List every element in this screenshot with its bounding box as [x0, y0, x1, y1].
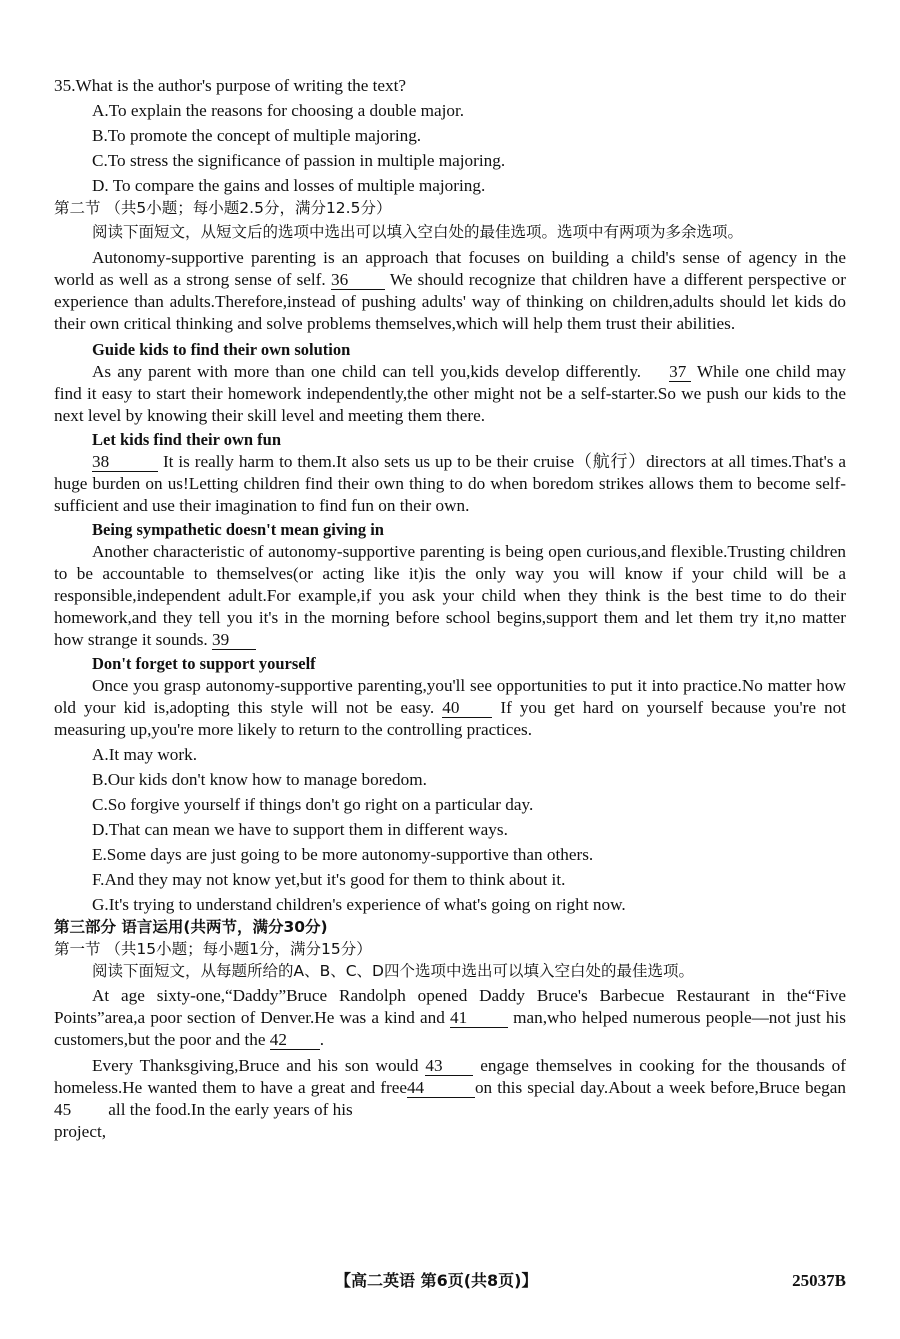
- option-b: B.Our kids don't know how to manage boredom.: [92, 770, 427, 789]
- paragraph-text: We should recognize that children have a different perspective or experience than adults.Therefore,instead of pushing adults' way of thinking on children,adults should let kids do their own critical thinking and solve problems themselves,which will help them trust their abilities.: [54, 270, 846, 333]
- page-content: [54, 75, 846, 1143]
- paragraph-text: Every Thanksgiving,Bruce and his son would: [92, 1056, 426, 1075]
- paragraph-text: While one child may find it easy to start their homework independently,the other might not be a self-starter.So we push our kids to the next level by knowing their skill level and meeting them there.: [54, 362, 846, 425]
- section-2-instruction: 阅读下面短文，从短文后的选项中选出可以填入空白处的最佳选项。选项中有两项为多余选项。: [92, 223, 744, 241]
- blank-40: 40: [442, 699, 492, 718]
- passage-paragraph-5: [54, 675, 846, 741]
- option-e: E.Some days are just going to be more autonomy-supportive than others.: [92, 845, 594, 864]
- option-g: G.It's trying to understand children's experience of what's going on right now.: [92, 895, 626, 914]
- passage-paragraph-2: [54, 361, 846, 427]
- section-2-title: 第二节 （共5小题；每小题2.5分，满分12.5分）: [54, 199, 392, 217]
- blank-41: 41: [450, 1009, 508, 1028]
- passage-paragraph-1: [54, 247, 846, 335]
- passage-paragraph-3: [54, 451, 846, 517]
- subheading-let-kids: Let kids find their own fun: [92, 430, 282, 449]
- footer-page-info: 【高二英语 第6页(共8页)】: [335, 1271, 538, 1290]
- blank-42: 42: [270, 1031, 320, 1050]
- paragraph-text: all the food.In the early years of his: [104, 1100, 353, 1119]
- paragraph-text: Once you grasp autonomy-supportive parenting,you'll see opportunities to put it into practice.No matter how old your kid is,adopting this style will not be easy.: [54, 676, 846, 717]
- part-3-title: 第三部分 语言运用(共两节，满分30分): [54, 918, 328, 936]
- paragraph-text: on this special day.About a week before,Bruce began: [474, 1078, 846, 1097]
- paragraph-text: project,: [54, 1122, 107, 1141]
- question-35-option-b: B.To promote the concept of multiple majoring.: [92, 126, 422, 145]
- part-3-instruction: 阅读下面短文，从每题所给的A、B、C、D四个选项中选出可以填入空白处的最佳选项。: [92, 962, 694, 980]
- paragraph-text: It is really harm to them.It also sets us up to be their cruise（航行）directors at all times.That's a huge burden on us!Letting children find their own thing to do when boredom strikes allows them to become self-sufficient and use their imagination to find fun on their own.: [54, 452, 846, 515]
- section-2-options: [54, 744, 846, 916]
- question-35-stem: 35.What is the author's purpose of writing the text?: [54, 76, 407, 95]
- blank-39: 39: [212, 631, 256, 650]
- blank-44: 44: [407, 1079, 475, 1098]
- blank-45: 45: [54, 1100, 72, 1119]
- paragraph-text: If you get hard on yourself because you're not measuring up,you're more likely to return to the controlling practices.: [54, 698, 847, 739]
- question-35-option-c: C.To stress the significance of passion in multiple majoring.: [92, 151, 506, 170]
- part-3-section-1-title: 第一节 （共15小题；每小题1分，满分15分）: [54, 940, 372, 958]
- subheading-being-sympathetic: Being sympathetic doesn't mean giving in: [92, 520, 384, 539]
- paragraph-text: .: [319, 1030, 325, 1049]
- passage-paragraph-4: [54, 541, 846, 651]
- option-c: C.So forgive yourself if things don't go right on a particular day.: [92, 795, 534, 814]
- paragraph-text: man,who helped numerous people—not just his customers,but the poor and the: [54, 1008, 846, 1049]
- option-a: A.It may work.: [92, 745, 198, 764]
- option-f: F.And they may not know yet,but it's good for them to think about it.: [92, 870, 566, 889]
- question-35-option-d: D. To compare the gains and losses of multiple majoring.: [92, 176, 486, 195]
- paragraph-text: engage themselves in cooking for the thousands of homeless.He wanted them to have a great and free: [54, 1056, 847, 1097]
- paragraph-text: At age sixty-one,“Daddy”Bruce Randolph opened Daddy Bruce's Barbecue Restaurant in the“Five Points”area,a poor section of Denver.He was a kind and: [54, 986, 846, 1027]
- paragraph-text: Another characteristic of autonomy-supportive parenting is being open curious,and flexible.Trusting children to be accountable to themselves(or acting like it)is the only way you will know if your child will be a responsible,independent adult.For example,if you ask your child when they think is the best time to do their homework,and they tell you it's in the morning before school begins,support them and let them try it,no matter how strange it sounds.: [54, 542, 846, 649]
- blank-37: 37: [669, 363, 691, 382]
- blank-36: 36: [331, 271, 385, 290]
- blank-43: 43: [425, 1057, 473, 1076]
- cloze-paragraph-1: [54, 985, 846, 1051]
- subheading-support-yourself: Don't forget to support yourself: [92, 654, 316, 673]
- page-footer: [0, 1270, 900, 1294]
- option-d: D.That can mean we have to support them in different ways.: [92, 820, 508, 839]
- footer-exam-code: 25037B: [792, 1271, 846, 1290]
- paragraph-text: As any parent with more than one child can tell you,kids develop differently.: [92, 362, 642, 381]
- paragraph-text: Autonomy-supportive parenting is an approach that focuses on building a child's sense of agency in the world as well as a strong sense of self.: [54, 248, 846, 289]
- cloze-paragraph-2: [54, 1055, 846, 1143]
- question-35-option-a: A.To explain the reasons for choosing a double major.: [92, 101, 465, 120]
- subheading-guide-kids: Guide kids to find their own solution: [92, 340, 351, 359]
- blank-38: 38: [92, 453, 158, 472]
- question-35: [54, 75, 846, 197]
